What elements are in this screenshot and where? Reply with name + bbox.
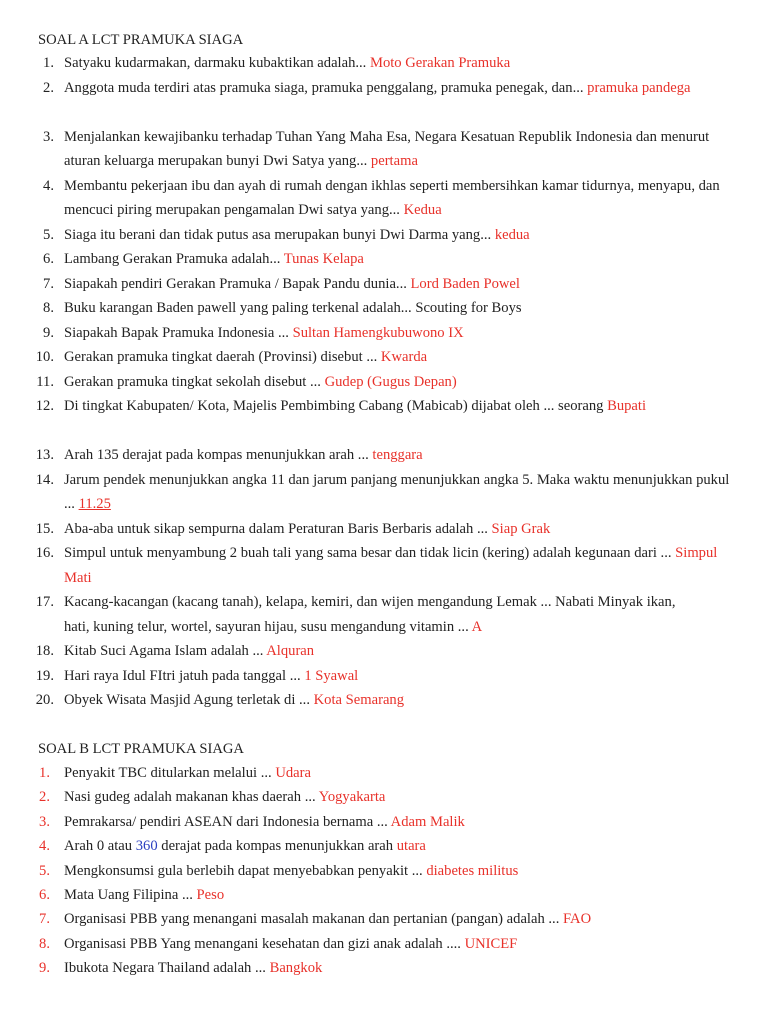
- question-text: derajat pada kompas menunjukkan arah: [157, 838, 397, 855]
- question-a1: [0, 51, 768, 76]
- question-a19: [0, 664, 768, 689]
- question-number: 10.: [35, 349, 54, 365]
- question-a18: [0, 639, 768, 664]
- section-a-title: SOAL A LCT PRAMUKA SIAGA: [38, 32, 244, 48]
- question-b3: [0, 810, 768, 834]
- answer-text: 1 Syawal: [304, 667, 359, 684]
- answer-text: UNICEF: [464, 935, 518, 952]
- question-number: 13.: [35, 447, 54, 463]
- question-number: 6.: [39, 886, 50, 903]
- question-number: 14.: [35, 471, 54, 488]
- question-number: 8.: [43, 300, 54, 316]
- question-number: 19.: [35, 667, 54, 684]
- question-b7: [0, 907, 768, 931]
- question-a8: [0, 296, 768, 321]
- question-text: Buku karangan Baden pawell yang paling terkenal adalah... Scouting for Boys: [64, 300, 522, 316]
- answer-text: Siap Grak: [491, 520, 551, 537]
- question-number: 12.: [35, 398, 54, 414]
- question-text: Siaga itu berani dan tidak putus asa merupakan bunyi Dwi Darma yang...: [64, 226, 495, 243]
- question-a5: [0, 223, 768, 248]
- question-number: 2.: [39, 789, 50, 806]
- answer-text: Kedua: [403, 202, 442, 218]
- answer-text: Alquran: [266, 643, 315, 659]
- section-b-title: SOAL B LCT PRAMUKA SIAGA: [38, 741, 244, 757]
- question-b6: [0, 883, 768, 907]
- answer-text: Udara: [275, 765, 311, 781]
- answer-text: kedua: [494, 226, 530, 243]
- question-text: Gerakan pramuka tingkat sekolah disebut ...: [64, 373, 325, 390]
- question-text: Ibukota Negara Thailand adalah ...: [64, 960, 270, 977]
- question-number: 17.: [35, 594, 54, 610]
- question-number: 1.: [39, 765, 50, 781]
- question-number: 8.: [39, 935, 50, 952]
- question-text: Kitab Suci Agama Islam adalah ...: [64, 643, 267, 659]
- answer-text: Kwarda: [380, 349, 428, 365]
- answer-text: Kota Semarang: [313, 692, 405, 708]
- answer-text: Sultan Hamengkubuwono IX: [292, 324, 464, 341]
- answer-text: Gudep (Gugus Depan): [324, 373, 457, 390]
- question-text: Penyakit TBC ditularkan melalui ...: [64, 765, 276, 781]
- question-text: Obyek Wisata Masjid Agung terletak di ...: [64, 692, 314, 708]
- question-number: 1.: [43, 55, 54, 71]
- question-a12: [0, 394, 768, 443]
- answer-text: diabetes militus: [426, 862, 519, 879]
- question-b5: [0, 859, 768, 883]
- question-a13: [0, 443, 768, 468]
- question-text: Mengkonsumsi gula berlebih dapat menyebabkan penyakit ...: [64, 862, 427, 879]
- question-text: Nasi gudeg adalah makanan khas daerah ...: [64, 789, 319, 806]
- question-a2: [0, 76, 768, 125]
- question-text: Pemrakarsa/ pendiri ASEAN dari Indonesia bernama ...: [64, 813, 391, 830]
- question-text: Simpul untuk menyambung 2 buah tali yang sama besar dan tidak licin (kering) adalah kegunaan dari ...: [64, 545, 676, 561]
- question-b8: [0, 932, 768, 956]
- question-b4: [0, 834, 768, 858]
- question-text: Aba-aba untuk sikap sempurna dalam Peraturan Baris Berbaris adalah ...: [64, 520, 492, 537]
- question-number: 7.: [43, 275, 54, 292]
- question-text: Siapakah Bapak Pramuka Indonesia ...: [64, 324, 293, 341]
- question-number: 2.: [43, 79, 54, 96]
- answer-text: utara: [396, 838, 426, 855]
- question-number: 9.: [39, 960, 50, 977]
- answer-text: Moto Gerakan Pramuka: [369, 55, 511, 71]
- question-a7: [0, 272, 768, 297]
- question-text: Arah 0 atau: [64, 838, 136, 855]
- answer-text: pramuka pandega: [587, 79, 691, 96]
- question-text: Gerakan pramuka tingkat daerah (Provinsi) disebut ...: [64, 349, 381, 365]
- answer-text: Adam Malik: [390, 813, 465, 830]
- question-b9: [0, 956, 768, 980]
- answer-text: pertama: [370, 153, 418, 169]
- question-b2: [0, 785, 768, 809]
- question-text: Di tingkat Kabupaten/ Kota, Majelis Pembimbing Cabang (Mabicab) dijabat oleh ... seorang: [64, 398, 608, 414]
- answer-text: Yogyakarta: [318, 789, 386, 806]
- answer-text: Simpul Mati: [64, 545, 718, 586]
- question-number: 3.: [39, 813, 50, 830]
- question-a9: [0, 321, 768, 346]
- question-text: Menjalankan kewajibanku terhadap Tuhan Yang Maha Esa, Negara Kesatuan Republik Indonesia dan menurut aturan keluarga merupakan bunyi Dwi Satya yang...: [64, 128, 710, 169]
- question-a4: [0, 174, 768, 223]
- section-a-list: [0, 51, 768, 713]
- answer-text: A: [471, 618, 483, 635]
- degree-number: 360: [135, 838, 158, 855]
- question-text: Membantu pekerjaan ibu dan ayah di rumah dengan ikhlas seperti membersihkan kamar tidurnya, menyapu, dan mencuci piring merupakan pengamalan Dwi satya yang...: [64, 177, 720, 218]
- question-text: Organisasi PBB yang menangani masalah makanan dan pertanian (pangan) adalah ...: [64, 911, 564, 928]
- section-b-list: [0, 761, 768, 981]
- question-number: 5.: [43, 226, 54, 243]
- answer-text: tenggara: [372, 447, 423, 463]
- question-number: 7.: [39, 911, 50, 928]
- question-text: Organisasi PBB Yang menangani kesehatan dan gizi anak adalah ....: [64, 935, 465, 952]
- question-number: 5.: [39, 862, 50, 879]
- question-number: 9.: [43, 324, 54, 341]
- question-a14: [0, 468, 768, 517]
- question-a17: [0, 590, 768, 639]
- question-text: Kacang-kacangan (kacang tanah), kelapa, kemiri, dan wijen mengandung Lemak ... Nabati Minyak ikan, hati, kuning telur, wortel, sayuran hijau, susu mengandung vitamin ...: [64, 594, 676, 635]
- question-number: 11.: [36, 373, 54, 390]
- question-text: Mata Uang Filipina ...: [64, 886, 197, 903]
- question-text: Arah 135 derajat pada kompas menunjukkan arah ...: [64, 447, 373, 463]
- answer-text: Tunas Kelapa: [283, 251, 364, 267]
- question-number: 18.: [35, 643, 54, 659]
- question-a16: [0, 541, 768, 590]
- answer-text: FAO: [563, 911, 592, 928]
- answer-text: 11.25: [78, 496, 111, 512]
- question-a3: [0, 125, 768, 174]
- question-a10: [0, 345, 768, 370]
- question-text: Siapakah pendiri Gerakan Pramuka / Bapak Pandu dunia...: [64, 275, 411, 292]
- question-number: 20.: [35, 692, 54, 708]
- question-text: Hari raya Idul FItri jatuh pada tanggal ...: [64, 667, 305, 684]
- question-a11: [0, 370, 768, 395]
- question-number: 16.: [35, 545, 54, 561]
- answer-text: Bangkok: [269, 960, 323, 977]
- question-a6: [0, 247, 768, 272]
- answer-text: Lord Baden Powel: [410, 275, 520, 292]
- question-text: Jarum pendek menunjukkan angka 11 dan jarum panjang menunjukkan angka 5. Maka waktu menunjukkan pukul ...: [64, 471, 730, 512]
- question-a15: [0, 517, 768, 542]
- question-text: Satyaku kudarmakan, darmaku kubaktikan adalah...: [64, 55, 370, 71]
- question-text: Lambang Gerakan Pramuka adalah...: [64, 251, 284, 267]
- question-number: 6.: [43, 251, 54, 267]
- question-number: 4.: [43, 177, 54, 194]
- question-number: 15.: [35, 520, 54, 537]
- question-number: 4.: [39, 838, 50, 855]
- question-a20: [0, 688, 768, 713]
- answer-text: Bupati: [607, 398, 647, 414]
- answer-text: Peso: [196, 886, 225, 903]
- question-b1: [0, 761, 768, 785]
- question-number: 3.: [43, 128, 54, 145]
- question-text: Anggota muda terdiri atas pramuka siaga, pramuka penggalang, pramuka penegak, dan...: [64, 79, 588, 96]
